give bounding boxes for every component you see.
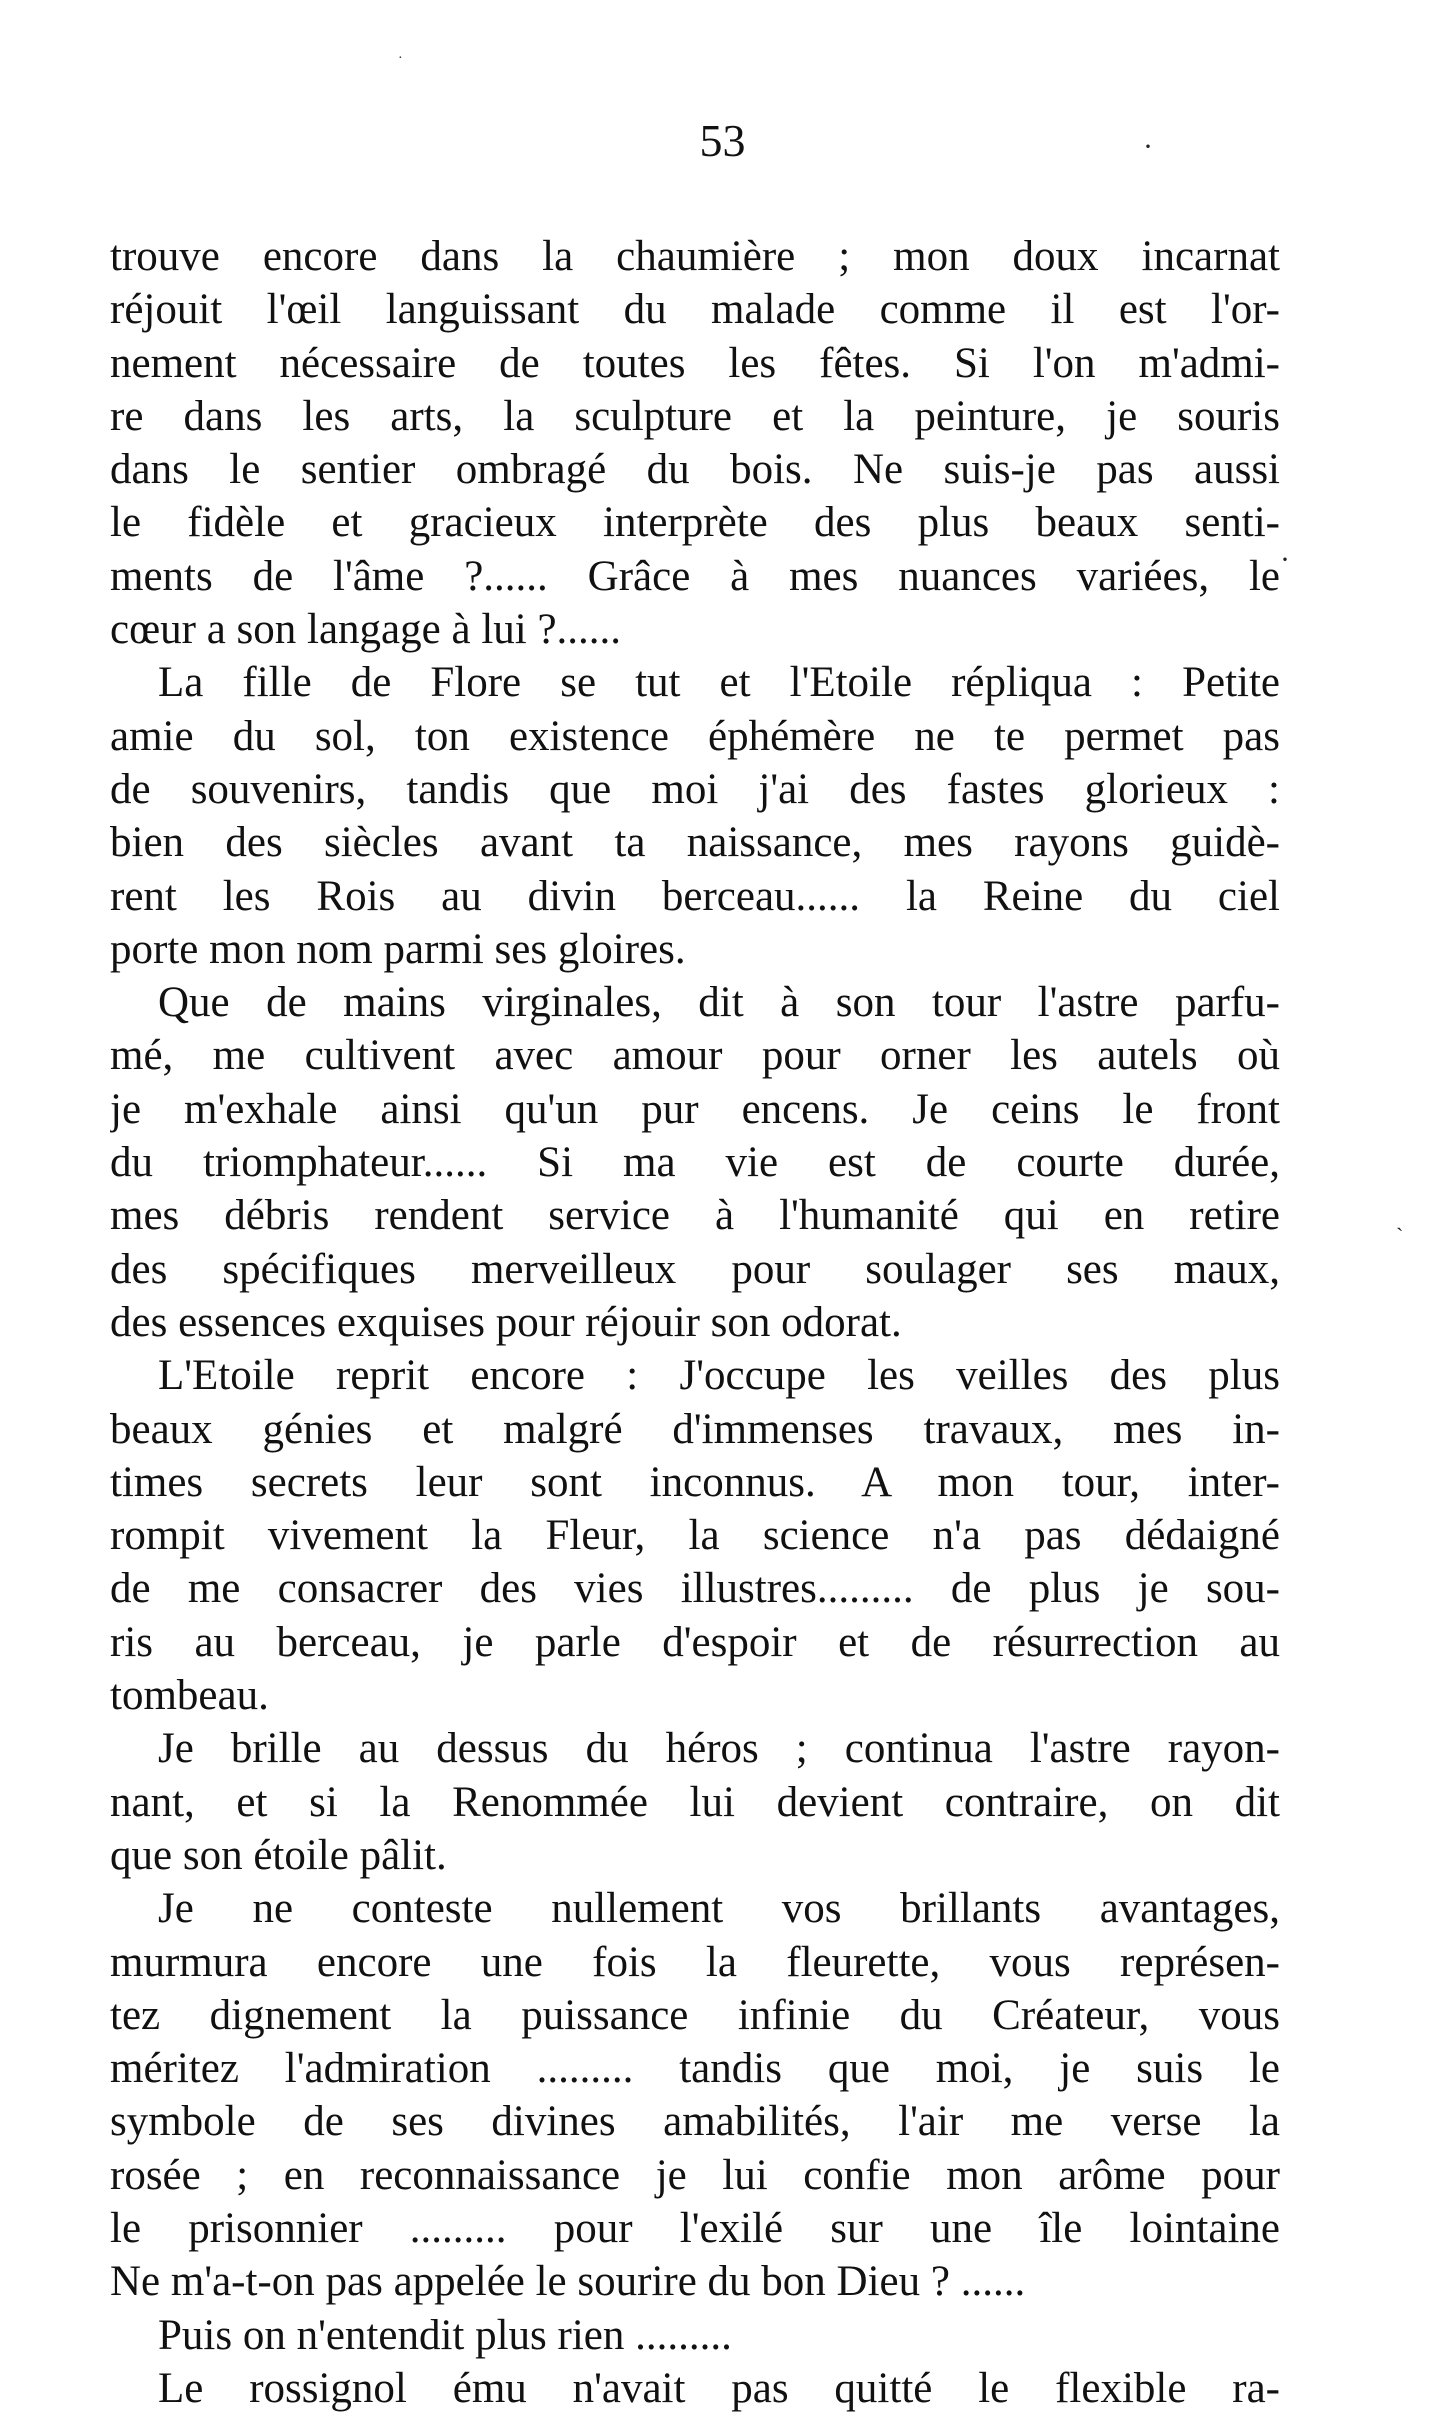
print-speck: ` (1396, 1223, 1404, 1248)
text-line: amie du sol, ton existence éphémère ne te permet pas (110, 712, 1280, 760)
text-line: dans le sentier ombragé du bois. Ne suis-je pas aussi (110, 446, 1280, 494)
text-line: La fille de Flore se tut et l'Etoile répliqua : Petite (158, 659, 1280, 707)
print-speck: · (398, 51, 403, 66)
text-line: de souvenirs, tandis que moi j'ai des fastes glorieux : (110, 765, 1280, 813)
text-line: Que de mains virginales, dit à son tour l'astre parfu- (158, 979, 1280, 1027)
text-line: L'Etoile reprit encore : J'occupe les veilles des plus (158, 1352, 1280, 1400)
text-line: porte mon nom parmi ses gloires. (110, 925, 686, 973)
text-line: symbole de ses divines amabilités, l'air me verse la (110, 2098, 1280, 2146)
text-line: réjouit l'œil languissant du malade comme il est l'or- (110, 286, 1280, 334)
text-line: de me consacrer des vies illustres......... de plus je sou- (110, 1565, 1280, 1613)
text-line: des essences exquises pour réjouir son odorat. (110, 1298, 902, 1346)
text-line: que son étoile pâlit. (110, 1831, 447, 1879)
body-text (110, 230, 1280, 2415)
text-line: ments de l'âme ?...... Grâce à mes nuances variées, le (110, 552, 1280, 600)
text-line: nement nécessaire de toutes les fêtes. Si l'on m'admi- (110, 339, 1280, 387)
text-line: trouve encore dans la chaumière ; mon doux incarnat (110, 233, 1280, 280)
text-line: ris au berceau, je parle d'espoir et de résurrection au (110, 1618, 1280, 1666)
text-line: rent les Rois au divin berceau...... la Reine du ciel (110, 872, 1280, 920)
text-line: Je ne conteste nullement vos brillants avantages, (158, 1885, 1280, 1933)
text-line: Le rossignol ému n'avait pas quitté le flexible ra- (158, 2364, 1280, 2412)
text-line: rompit vivement la Fleur, la science n'a pas dédaigné (110, 1512, 1280, 1560)
text-line: méritez l'admiration ......... tandis que moi, je suis le (110, 2045, 1280, 2093)
text-line: le fidèle et gracieux interprète des plus beaux senti- (110, 499, 1280, 547)
text-line: times secrets leur sont inconnus. A mon tour, inter- (110, 1458, 1280, 1506)
text-line: bien des siècles avant ta naissance, mes rayons guidè- (110, 819, 1280, 867)
text-line: rosée ; en reconnaissance je lui confie mon arôme pour (110, 2151, 1280, 2199)
text-line: des spécifiques merveilleux pour soulager ses maux, (110, 1245, 1280, 1293)
text-line: le prisonnier ......... pour l'exilé sur une île lointaine (110, 2204, 1280, 2252)
text-line: du triomphateur...... Si ma vie est de courte durée, (110, 1139, 1280, 1187)
text-line: tez dignement la puissance infinie du Créateur, vous (110, 1991, 1280, 2039)
text-line: nant, et si la Renommée lui devient contraire, on dit (110, 1778, 1280, 1826)
text-line: Puis on n'entendit plus rien ......... (158, 2311, 732, 2359)
print-speck: · (1280, 543, 1290, 576)
page-number: 53 (699, 115, 746, 166)
text-line: je m'exhale ainsi qu'un pur encens. Je ceins le front (110, 1085, 1280, 1133)
text-line: mes débris rendent service à l'humanité qui en retire (110, 1192, 1280, 1240)
print-speck: · (1143, 130, 1153, 163)
text-line: Je brille au dessus du héros ; continua l'astre rayon- (158, 1725, 1280, 1773)
text-line: murmura encore une fois la fleurette, vous représen- (110, 1938, 1280, 1986)
text-line: mé, me cultivent avec amour pour orner les autels où (110, 1032, 1280, 1080)
text-line: beaux génies et malgré d'immenses travaux, mes in- (110, 1405, 1280, 1453)
text-line: tombeau. (110, 1672, 269, 1720)
text-line: re dans les arts, la sculpture et la peinture, je souris (110, 392, 1280, 440)
text-line: Ne m'a-t-on pas appelée le sourire du bon Dieu ? ...... (110, 2258, 1026, 2306)
text-line: cœur a son langage à lui ?...... (110, 606, 622, 654)
